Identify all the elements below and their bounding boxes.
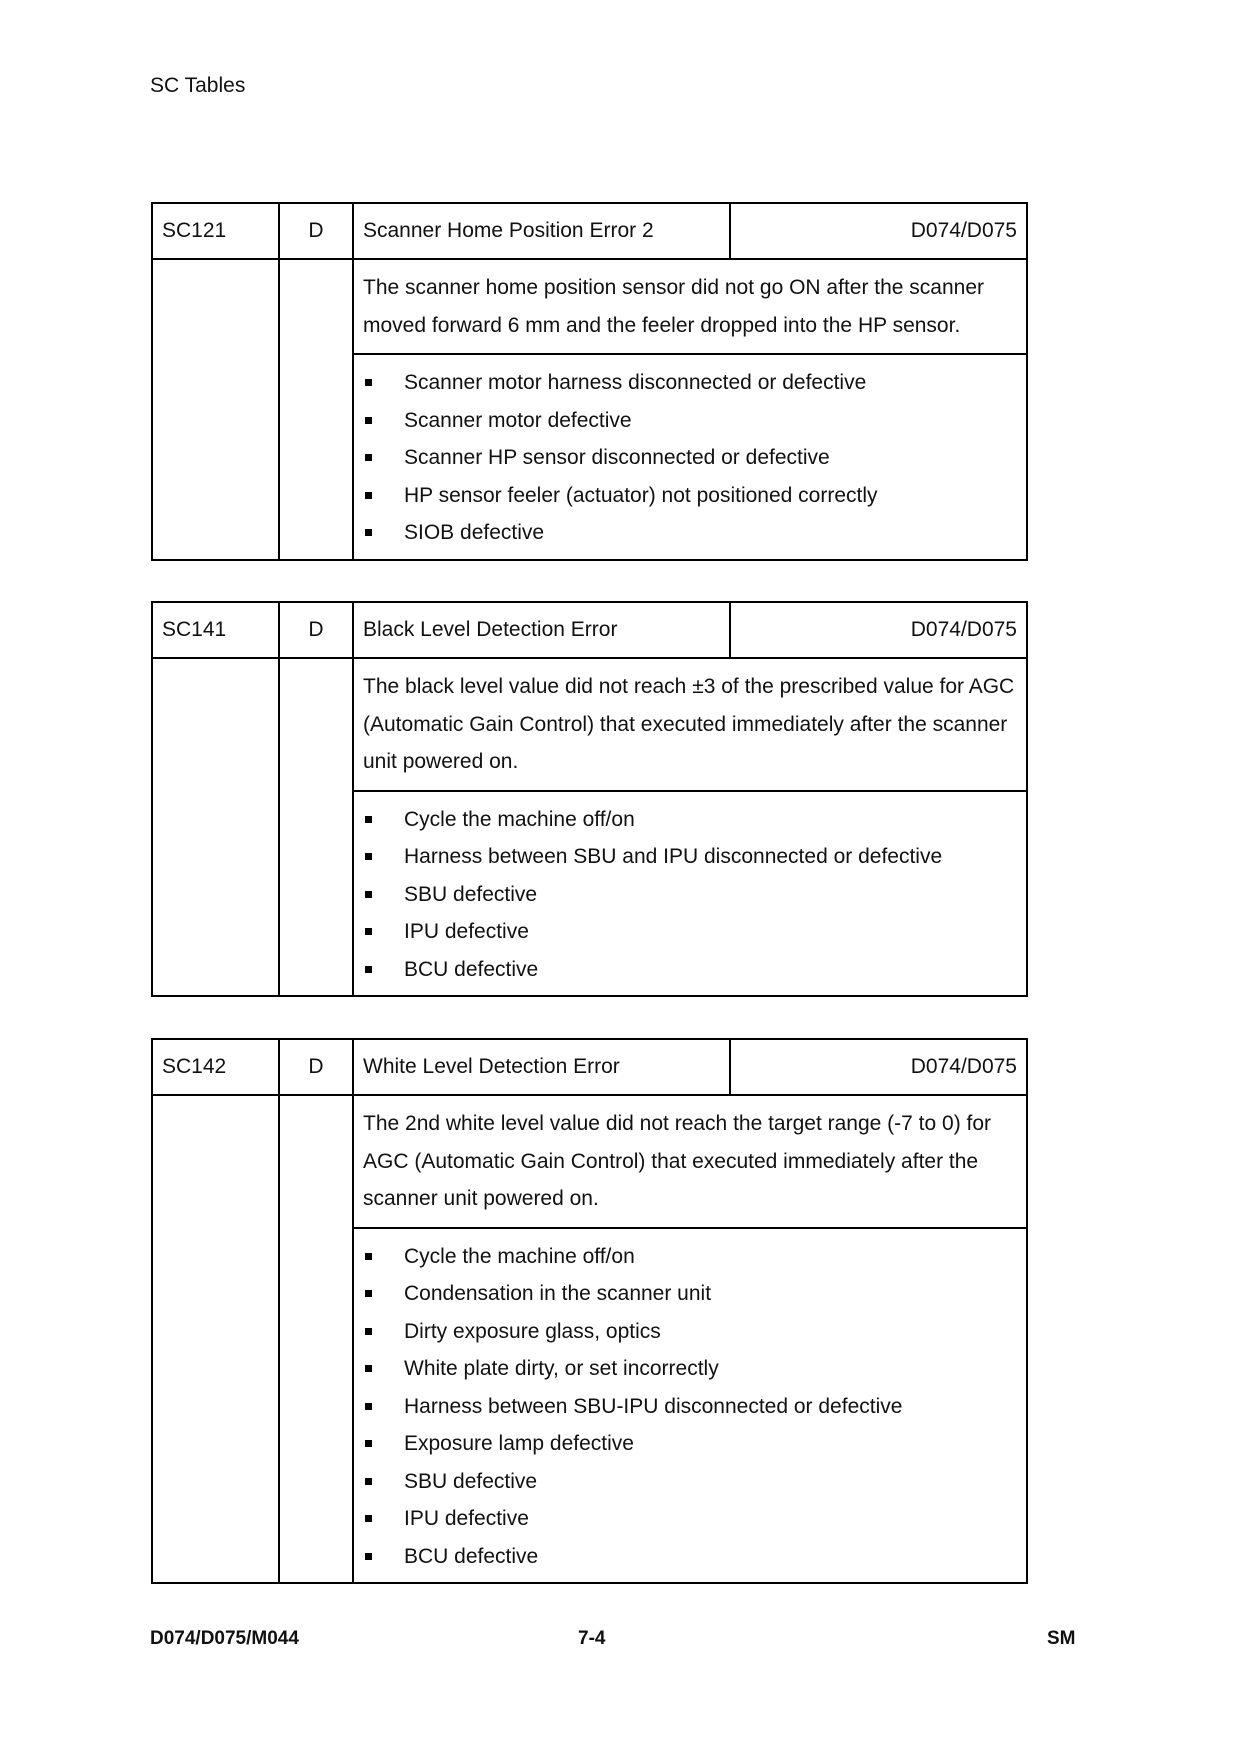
bullet-icon <box>365 529 372 536</box>
sc-title: Black Level Detection Error <box>353 602 730 658</box>
sc-code: SC121 <box>152 203 279 259</box>
sc-code: SC141 <box>152 602 279 658</box>
cause-item: Dirty exposure glass, optics <box>363 1313 1017 1351</box>
bullet-icon <box>365 1290 372 1297</box>
sc-models: D074/D075 <box>730 602 1027 658</box>
cause-item: Harness between SBU-IPU disconnected or defective <box>363 1388 1017 1426</box>
sc-title: Scanner Home Position Error 2 <box>353 203 730 259</box>
sc-models: D074/D075 <box>730 203 1027 259</box>
empty-class-cell <box>279 1095 353 1583</box>
causes-cell <box>353 354 1027 560</box>
empty-code-cell <box>152 259 279 560</box>
bullet-icon <box>365 1440 372 1447</box>
cause-item: BCU defective <box>363 951 1017 989</box>
footer-manual: SM <box>1047 1628 1076 1649</box>
bullet-icon <box>365 1478 372 1485</box>
bullet-icon <box>365 853 372 860</box>
causes-cell <box>353 791 1027 997</box>
empty-class-cell <box>279 658 353 996</box>
cause-item: Cycle the machine off/on <box>363 1238 1017 1276</box>
sc-class: D <box>279 602 353 658</box>
cause-list <box>363 801 1017 989</box>
empty-class-cell <box>279 259 353 560</box>
cause-list <box>363 364 1017 552</box>
section-title: SC Tables <box>150 74 246 97</box>
cause-item: HP sensor feeler (actuator) not positioned correctly <box>363 477 1017 515</box>
empty-code-cell <box>152 658 279 996</box>
bullet-icon <box>365 1403 372 1410</box>
cause-item: Exposure lamp defective <box>363 1425 1017 1463</box>
bullet-icon <box>365 492 372 499</box>
bullet-icon <box>365 1328 372 1335</box>
footer-model: D074/D075/M044 <box>150 1628 299 1649</box>
empty-code-cell <box>152 1095 279 1583</box>
sc-table-sc141 <box>151 601 1028 997</box>
cause-item: Condensation in the scanner unit <box>363 1275 1017 1313</box>
cause-item: SIOB defective <box>363 514 1017 552</box>
bullet-icon <box>365 1515 372 1522</box>
cause-item: Scanner HP sensor disconnected or defective <box>363 439 1017 477</box>
sc-title: White Level Detection Error <box>353 1039 730 1095</box>
bullet-icon <box>365 1253 372 1260</box>
bullet-icon <box>365 417 372 424</box>
sc-models: D074/D075 <box>730 1039 1027 1095</box>
sc-class: D <box>279 1039 353 1095</box>
cause-item: IPU defective <box>363 1500 1017 1538</box>
bullet-icon <box>365 1365 372 1372</box>
bullet-icon <box>365 454 372 461</box>
bullet-icon <box>365 966 372 973</box>
bullet-icon <box>365 928 372 935</box>
cause-list <box>363 1238 1017 1576</box>
bullet-icon <box>365 1553 372 1560</box>
footer-page-number: 7-4 <box>578 1628 606 1649</box>
bullet-icon <box>365 891 372 898</box>
cause-item: Scanner motor defective <box>363 402 1017 440</box>
cause-item: BCU defective <box>363 1538 1017 1576</box>
sc-description: The 2nd white level value did not reach the target range (-7 to 0) for AGC (Automatic Gain Control) that executed immediately after the scanner unit powered on. <box>353 1095 1027 1228</box>
cause-item: IPU defective <box>363 913 1017 951</box>
bullet-icon <box>365 816 372 823</box>
sc-description: The scanner home position sensor did not go ON after the scanner moved forward 6 mm and the feeler dropped into the HP sensor. <box>353 259 1027 354</box>
sc-table-sc142 <box>151 1038 1028 1584</box>
sc-table-sc121 <box>151 202 1028 561</box>
causes-cell <box>353 1228 1027 1584</box>
sc-code: SC142 <box>152 1039 279 1095</box>
cause-item: Harness between SBU and IPU disconnected or defective <box>363 838 1017 876</box>
cause-item: White plate dirty, or set incorrectly <box>363 1350 1017 1388</box>
cause-item: SBU defective <box>363 1463 1017 1501</box>
sc-description: The black level value did not reach ±3 of the prescribed value for AGC (Automatic Gain Control) that executed immediately after the scanner unit powered on. <box>353 658 1027 791</box>
bullet-icon <box>365 379 372 386</box>
cause-item: Cycle the machine off/on <box>363 801 1017 839</box>
sc-class: D <box>279 203 353 259</box>
cause-item: SBU defective <box>363 876 1017 914</box>
cause-item: Scanner motor harness disconnected or defective <box>363 364 1017 402</box>
